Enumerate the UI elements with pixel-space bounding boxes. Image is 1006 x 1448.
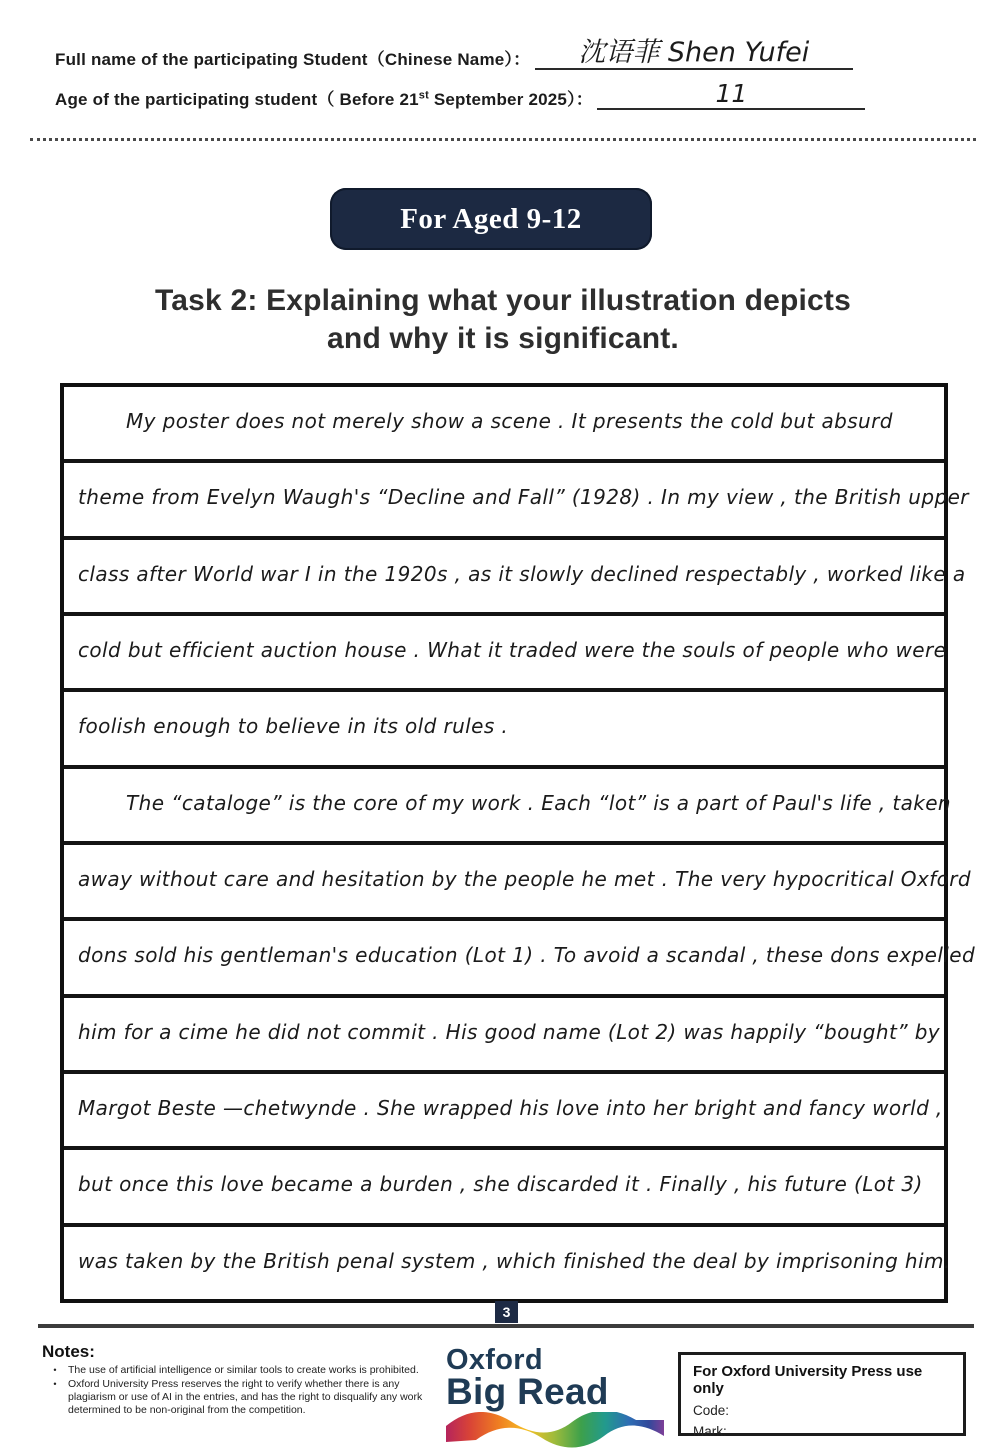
note-item: • The use of artificial intelligence or similar tools to create works is prohibited. (53, 1364, 419, 1376)
footer-rule (38, 1324, 974, 1328)
oup-code-label: Code: (693, 1403, 730, 1418)
task-title (0, 282, 1006, 358)
oup-use-only-box (678, 1352, 966, 1439)
logo-text-oxford: Oxford (446, 1344, 543, 1376)
age-band-label: For Aged 9-12 (400, 202, 582, 235)
essay-line: foolish enough to believe in its old rules . (64, 692, 944, 768)
essay-line: him for a cime he did not commit . His good name (Lot 2) was happily “bought” by (64, 998, 944, 1074)
task-title-line2: and why it is significant. (327, 322, 679, 355)
essay-line: but once this love became a burden , she discarded it . Finally , his future (Lot 3) (64, 1150, 944, 1226)
student-name-value: 沈语菲 Shen Yufei (578, 37, 810, 68)
oxford-big-read-logo (446, 1346, 676, 1448)
rainbow-ribbon-icon (446, 1412, 664, 1448)
notes-list (42, 1364, 442, 1417)
dotted-separator (30, 138, 976, 141)
essay-line: cold but efficient auction house . What it traded were the souls of people who were (64, 616, 944, 692)
student-age-value: 11 (715, 79, 748, 108)
student-name-underline (535, 38, 853, 70)
notes-title: Notes: (42, 1342, 95, 1361)
page-number-badge (495, 1301, 518, 1323)
task-title-line1: Task 2: Explaining what your illustration depicts (154, 284, 852, 317)
student-age-field (55, 80, 865, 110)
notes-section (42, 1342, 442, 1418)
essay-line: away without care and hesitation by the people he met . The very hypocritical Oxford (64, 845, 944, 921)
essay-line: dons sold his gentleman's education (Lot 1) . To avoid a scandal , these dons expelled (64, 921, 944, 997)
student-name-label: Full name of the participating Student（Chinese Name）： (55, 50, 531, 69)
essay-line: Margot Beste —chetwynde . She wrapped his love into her bright and fancy world , (64, 1074, 944, 1150)
note-item: • Oxford University Press reserves the right to verify whether there is any plagiarism or use of AI in the entries, and has the right to disqualify any work determined to be non-original from the competition. (53, 1378, 423, 1416)
student-age-label: Age of the participating student（ Before 21st September 2025）： (55, 89, 593, 109)
student-name-field (55, 38, 853, 70)
essay-line: class after World war I in the 1920s , as it slowly declined respectably , worked like a (64, 540, 944, 616)
oup-mark-label: Mark: (693, 1424, 727, 1439)
age-band-badge (330, 188, 652, 250)
essay-line: theme from Evelyn Waugh's “Decline and Fall” (1928) . In my view , the British upper (64, 463, 944, 539)
logo-text-big-read: Big Read (446, 1371, 609, 1412)
student-age-underline (597, 80, 865, 110)
oup-box-title: For Oxford University Press use only (693, 1363, 923, 1397)
page-number: 3 (502, 1304, 511, 1320)
essay-line: was taken by the British penal system , which finished the deal by imprisoning him. (78, 1248, 951, 1273)
essay-writing-box (60, 383, 976, 1303)
essay-line: The “cataloge” is the core of my work . Each “lot” is a part of Paul's life , taken (64, 769, 944, 845)
essay-line: My poster does not merely show a scene . It presents the cold but absurd (64, 387, 944, 463)
